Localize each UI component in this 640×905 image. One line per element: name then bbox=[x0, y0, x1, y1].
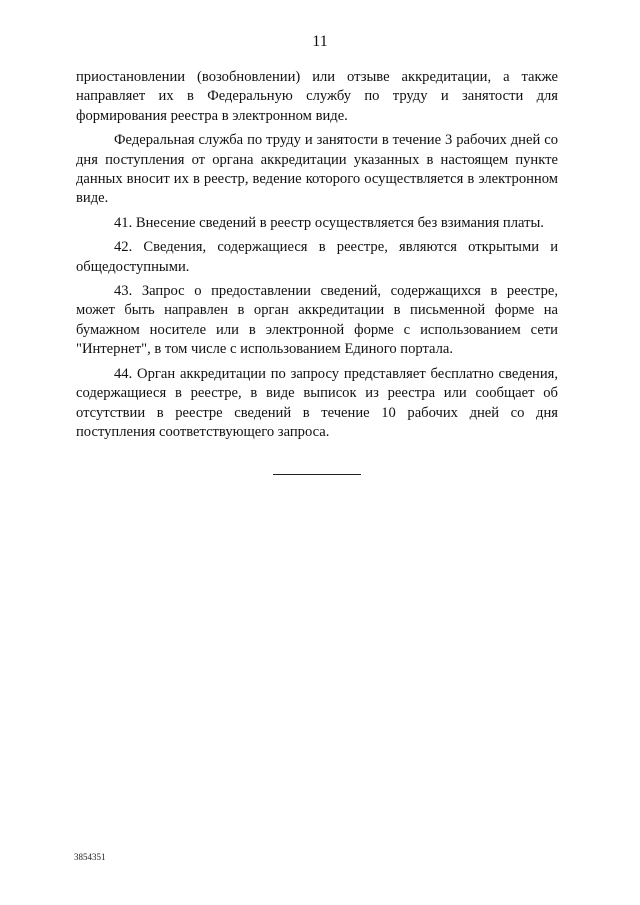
paragraph-44: 44. Орган аккредитации по запросу представляет бесплатно сведения, содержащиеся в реестре, в виде выписок из реестра или сообщает об отсутствии в реестре сведений в течение 10 рабочих дней со дня поступления соответствующего запроса. bbox=[76, 365, 558, 440]
paragraph-41: 41. Внесение сведений в реестр осуществляется без взимания платы. bbox=[114, 214, 544, 231]
paragraph-42: 42. Сведения, содержащиеся в реестре, являются открытыми и общедоступными. bbox=[76, 239, 558, 275]
page-number: 11 bbox=[312, 33, 328, 50]
document-body bbox=[76, 68, 558, 442]
paragraph-federal-service: Федеральная служба по труду и занятости в течение 3 рабочих дней со дня поступления от органа аккредитации указанных в настоящем пункте данных вносит их в реестр, ведение которого осуществляется в электронном виде. bbox=[76, 132, 558, 207]
paragraph-43: 43. Запрос о предоставлении сведений, содержащихся в реестре, может быть направлен в орган аккредитации в письменной форме на бумажном носителе или в электронной форме с использованием сети "Интернет", в том числе с использованием Единого портала. bbox=[76, 283, 558, 358]
paragraph-continuation: приостановлении (возобновлении) или отзыве аккредитации, а также направляет их в Федеральную службу по труду и занятости для формирования реестра в электронном виде. bbox=[76, 69, 558, 124]
document-code: 3854351 bbox=[74, 852, 106, 862]
end-separator-line bbox=[273, 474, 361, 475]
